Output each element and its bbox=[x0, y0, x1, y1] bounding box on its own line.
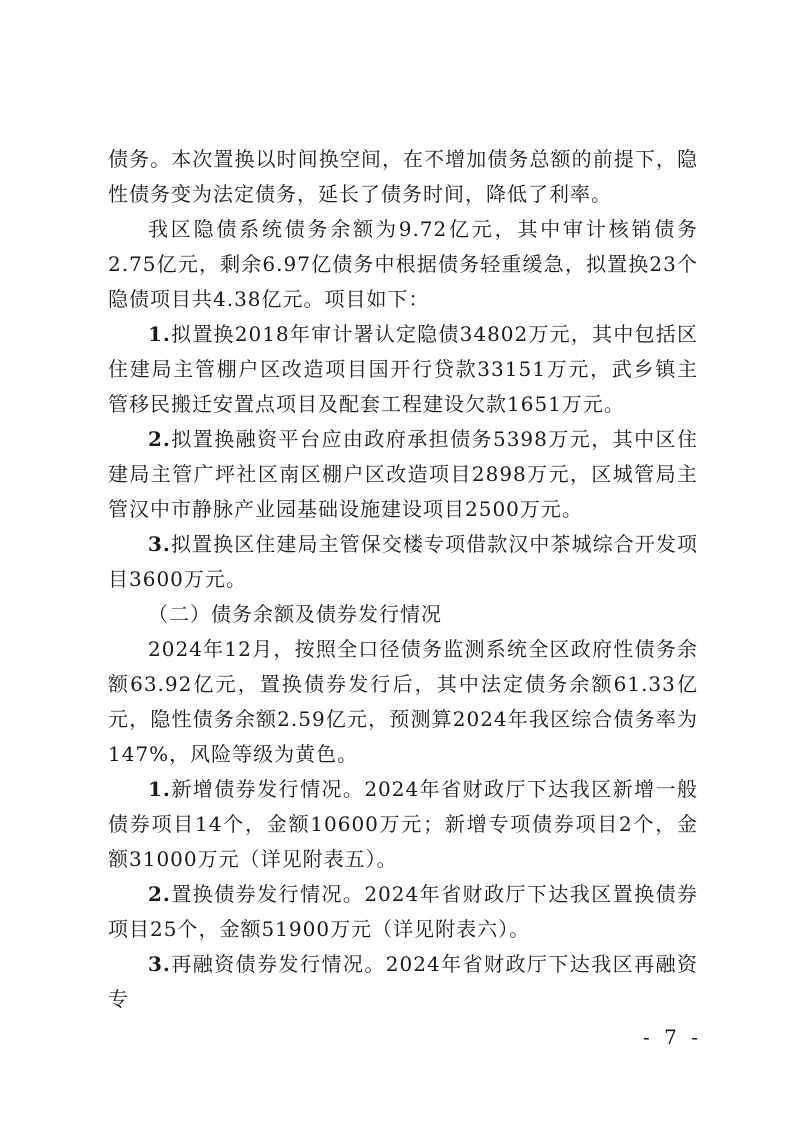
item-number: 3. bbox=[148, 532, 171, 556]
paragraph-hidden-debt-summary bbox=[108, 212, 698, 317]
paragraph-item-1 bbox=[108, 317, 698, 422]
item-number: 2. bbox=[148, 427, 171, 451]
paragraph-text: 拟置换区住建局主管保交楼专项借款汉中茶城综合开发项目3600万元。 bbox=[108, 532, 698, 591]
paragraph-text: 再融资债券发行情况。2024年省财政厅下达我区再融资专 bbox=[108, 952, 698, 1011]
paragraph-item-3 bbox=[108, 527, 698, 597]
item-number: 2. bbox=[148, 882, 171, 906]
paragraph-item-2 bbox=[108, 422, 698, 527]
paragraph-text: 我区隐债系统债务余额为9.72亿元，其中审计核销债务2.75亿元，剩余6.97亿债务中根据债务轻重缓急，拟置换23个隐债项目共4.38亿元。项目如下： bbox=[108, 217, 698, 311]
paragraph-replacement-bonds bbox=[108, 877, 698, 947]
paragraph-debt-balance bbox=[108, 632, 698, 772]
page-number: - 7 - bbox=[643, 1025, 702, 1049]
paragraph-text: 拟置换2018年审计署认定隐债34802万元，其中包括区住建局主管棚户区改造项目国开行贷款33151万元，武乡镇主管移民搬迁安置点项目及配套工程建设欠款1651万元。 bbox=[108, 322, 698, 416]
document-body bbox=[108, 142, 698, 1017]
paragraph-text: 新增债券发行情况。2024年省财政厅下达我区新增一般债券项目14个，金额10600万元；新增专项债券项目2个，金额31000万元（详见附表五）。 bbox=[108, 777, 698, 871]
paragraph-new-bonds bbox=[108, 772, 698, 877]
item-number: 1. bbox=[148, 322, 171, 346]
item-number: 1. bbox=[148, 777, 171, 801]
paragraph-text: 置换债券发行情况。2024年省财政厅下达我区置换债券项目25个，金额51900万元（详见附表六）。 bbox=[108, 882, 698, 941]
paragraph-continued bbox=[108, 142, 698, 212]
paragraph-text: 债务。本次置换以时间换空间，在不增加债务总额的前提下，隐性债务变为法定债务，延长了债务时间，降低了利率。 bbox=[108, 147, 698, 206]
item-number: 3. bbox=[148, 952, 171, 976]
paragraph-text: 2024年12月，按照全口径债务监测系统全区政府性债务余额63.92亿元，置换债券发行后，其中法定债务余额61.33亿元，隐性债务余额2.59亿元，预测算2024年我区综合债务率为147%，风险等级为黄色。 bbox=[108, 637, 698, 766]
paragraph-text: 拟置换融资平台应由政府承担债务5398万元，其中区住建局主管广坪社区南区棚户区改造项目2898万元，区城管局主管汉中市静脉产业园基础设施建设项目2500万元。 bbox=[108, 427, 698, 521]
section-heading: （二）债务余额及债券发行情况 bbox=[148, 602, 442, 626]
paragraph-refinancing-bonds bbox=[108, 947, 698, 1017]
